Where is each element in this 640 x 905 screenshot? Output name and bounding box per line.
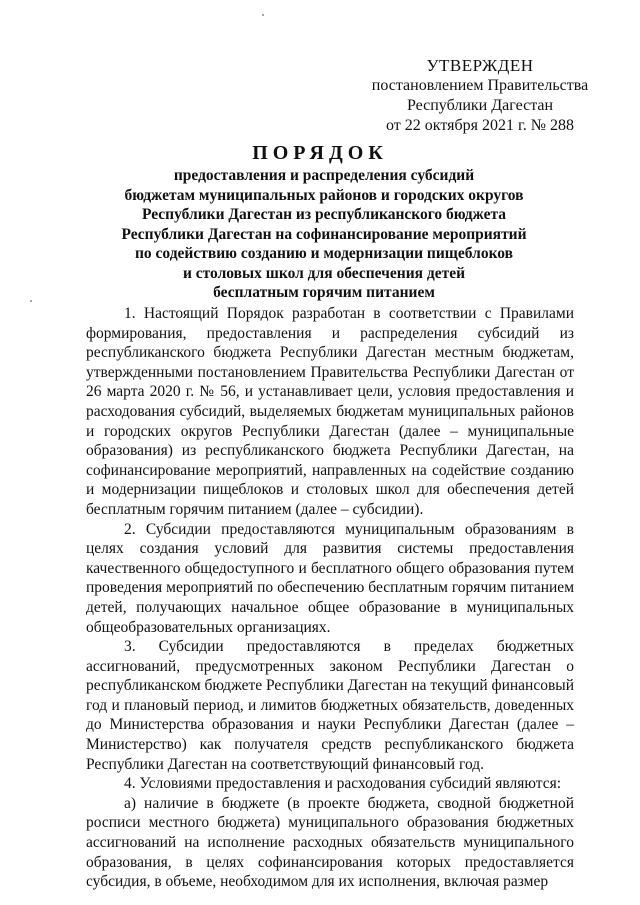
subtitle-line: по содействию созданию и модернизации пищеблоков	[134, 245, 514, 262]
approval-line: постановлением Правительства	[371, 77, 589, 94]
approval-stamp	[360, 56, 600, 136]
document-title: ПОРЯДОК	[252, 142, 388, 164]
paragraph-4: 4. Условиями предоставления и расходования субсидий являются:	[124, 775, 562, 793]
subtitle-line: предоставления и распределения субсидий	[173, 167, 475, 184]
paragraph-4a: а) наличие в бюджете (в проекте бюджета, сводной бюджетной росписи местного бюджета) муниципального образования бюджетных ассигнований на исполнение расходных обязательств муниципального образования, в целях софинансирования которых предоставляется субсидия, в объеме, необходимом для их исполнения, включая размер	[86, 794, 574, 891]
approval-line: Республики Дагестан	[406, 97, 554, 114]
approval-line: от 22 октября 2021 г. № 288	[385, 117, 574, 134]
paragraph-1: 1. Настоящий Порядок разработан в соответствии с Правилами формирования, предоставления и распределения субсидий из республиканского бюджета Республики Дагестан местным бюджетам, утвержденными постановлением Правительства Республики Дагестан от 26 марта 2020 г. № 56, и устанавливает цели, условия предоставления и расходования субсидий, выделяемых бюджетам муниципальных районов и городских округов Республики Дагестан (далее – муниципальные образования) из республиканского бюджета Республики Дагестан, на софинансирование мероприятий, направленных на содействие созданию и модернизации пищеблоков и столовых школ для обеспечения детей бесплатным горячим питанием (далее – субсидии).	[86, 305, 574, 518]
subtitle-line: бесплатным горячим питанием	[213, 284, 435, 301]
paragraph-2: 2. Субсидии предоставляются муниципальным образованиям в целях создания условий для развития системы предоставления качественного общедоступного и бесплатного общего образования путем проведения мероприятий по обеспечению бесплатным горячим питанием детей, получающих начальное общее образование в муниципальных общеобразовательных организациях.	[86, 520, 574, 636]
subtitle-line: и столовых школ для обеспечения детей	[182, 264, 466, 282]
paragraph-3: 3. Субсидии предоставляются в пределах бюджетных ассигнований, предусмотренных законом Республики Дагестан о республиканском бюджете Республики Дагестан на текущий финансовый год и плановый период, и лимитов бюджетных обязательств, доведенных до Министерства образования и науки Республики Дагестан (далее – Министерство) как получателя средств республиканского бюджета Республики Дагестан на соответствующий финансовый год.	[86, 638, 575, 773]
subtitle-line: бюджетам муниципальных районов и городских округов	[124, 186, 524, 204]
scan-speck	[30, 300, 32, 302]
approval-heading: УТВЕРЖДЕН	[426, 56, 534, 75]
subtitle-line: Республики Дагестан на софинансирование мероприятий	[121, 225, 527, 243]
document-subtitle	[84, 166, 564, 303]
document-body	[86, 304, 574, 892]
scan-speck	[262, 14, 264, 16]
subtitle-line: Республики Дагестан из республиканского бюджета	[141, 206, 507, 223]
